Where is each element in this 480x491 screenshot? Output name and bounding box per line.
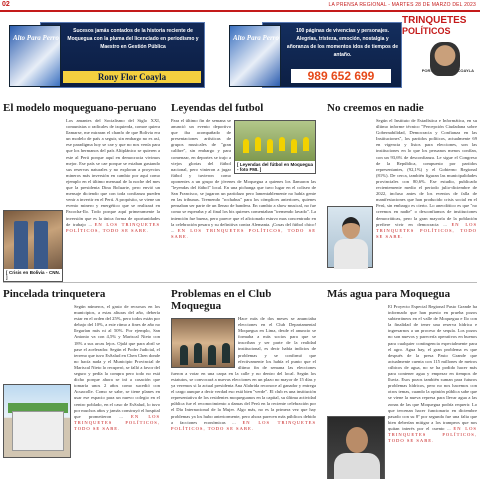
book-cover-title: Alto Para Perro <box>233 34 279 42</box>
book-cover-image <box>229 25 281 87</box>
ad-banner-row <box>0 14 480 92</box>
column-logo <box>402 16 474 90</box>
article-signoff: EN LOS TRINQUETES POLÍTICOS, TODO SE SABE. <box>74 413 160 431</box>
article-title: Leyendas del futbol <box>171 102 264 114</box>
article-body <box>171 118 316 283</box>
article-signoff: EN LOS TRINQUETES POLÍTICOS, TODO SE SABE. <box>171 419 316 431</box>
book-ad-right[interactable] <box>233 22 402 88</box>
article-photo <box>234 120 316 174</box>
column-logo-line1: TRINQUETES <box>402 15 467 26</box>
article-body <box>327 304 477 479</box>
article-modelo <box>3 102 160 283</box>
book-ad-text: 100 páginas de vivencias y personajes. Alegrías, tristeza, emoción, nostalgia y añoranza de los momentos idos de tiempos de antaño. <box>286 28 399 58</box>
article-pincelada <box>3 288 160 479</box>
book-ad-left[interactable] <box>13 22 205 88</box>
article-text: Hace más de dos meses se anunciaba elecciones en el Club Departamental Moquegua en Lima, desde el anuncio se formaba a más socios para que se inscriban y ser parte de la realidad institucional, es decir había indicios de problemas y se confirmó que efectivamente los había el punto que el último fin de semana las elecciones fueron a votar en una carpa en la calle y no dentro del local. Según los estatutos, se convocará a nuevas elecciones en un plazo no mayor de 15 días y ya veremos si la actual presidenta Ana Alahrida reconoce al ganador y entrega el cargo aunque a decir verdad eso está bien "verde". El club es una institución representativa de los residentes moqueguanos en la capital, su última actividad pública fue el reconocimiento a damas del Perú en la reciente celebración por el Día Internacional de la Mujer. Algo más, no es la primera vez que hay problemas ya los hubo anteriormente, pero ahora parecen más públicos debido a facciones económicas ... <box>171 316 316 425</box>
article-body <box>3 118 160 283</box>
book-ad-phone[interactable]: 989 652 699 <box>291 69 391 83</box>
article-mas-agua <box>327 288 477 479</box>
article-title: No creemos en nadie <box>327 102 424 114</box>
newspaper-dateline: LA PRENSA REGIONAL - MARTES 28 DE MARZO DEL 2023 <box>328 2 476 8</box>
photo-caption: [ Crisis en Bolivia - CNN. ] <box>6 270 60 280</box>
article-title: Problemas en el Club Moquegua <box>171 288 272 312</box>
article-body <box>171 316 316 491</box>
article-text: Para el último fin de semana se anunció un evento deportivo que iba acompañado de presentaciones artísticas de grupos musicales de "gran calibre", sin embargo y para comenzar, en deportes se trajo a viejos glorias del fútbol nacional, pero vinieron a jugar fútbol y tuvieron como oponentes a un grupo de jóvenes de Moquegua a quienes los llamaron las "leyendas del fútbol" local. En una pichanga que tuvo lugar en el coliseo de San Francisco, se jugaron un partidazo pero lamentablemente no había gente en las tribunas. Tremendo "rochabus" para los cómplices anteriores, quienes pensaban ser parte de un llenao de bandera. En cambio a show musical, no fue como se esperaba y al final los bis quienes comentaban "tremendo lavado". La intención fue buena, pero parece que el aficionado estuvo mas concentrado en la celebración pesara y su definitiva contra Alemania. ¡Cosas del fútbol chico! ... <box>171 118 316 233</box>
article-text: El Proyecto Especial Regional Pasto Grande ha informado que han puesto en prueba pozos subterráneos en el valle de Moquegua e Ilo con la finalidad de tener una reserva hídrica e ingresarnos a un proceso de sequía. Los pozos no son nuevos y parecería operativos en buenos para cualquier contingencia especialmente para el agro. Agua hay, el gran problema es que después de la presa Pasto Grande que actualmente cuenta con 115 millones de metros cúbicos de agua, no se ha podido hacer más para contener agua y empezar en tiempos de lluvia. Esos pozos también suman para futuros problemas hídricos, pero no nos hacemos con otros temas, cuando la opinión pública sabe que se viene la nueva represa para llevar agua a las zonas de las que Moquegua podría requerir. Lo que tercenan hacer funcionario en diciembre pasado con su 8º por segunda fue una falta que bien deberían mitigar a los trampeos que nos quitan interés por el cuento ... <box>388 304 477 431</box>
article-leyendas <box>171 102 316 283</box>
article-photo <box>327 206 373 268</box>
article-title: Más agua para Moquegua <box>327 288 451 300</box>
article-photo <box>3 210 63 282</box>
article-title: Pincelada trinquetera <box>3 288 106 300</box>
article-photo <box>327 416 385 479</box>
article-text: Según el Instituto de Estadística e Informática, en su último informe técnico "Percepción Ciudadana sobre Gobernabilidad, Democracia y Confianza en las Instituciones", los partidos políticos, actualmente 69 en vigencia y listos para elecciones, son las instituciones en lo que los peruanos menos confían, con un 93,6% de desconfianza. Le sigue el Congreso de la República, compuesto por partidos representantes, (92,1%) y el Gobierno Regional (81%). De cerca, también figuran las municipalidades provinciales con 80,6%. Ese estudio, publicado recientemente medio el periodo julio-diciembre de 2022, incluso antes de los eventos de falla de manifestaciones que han producido crisis social en el Perú, sin embargo es cierto. Lo anecdótico es que "no creemos en nadie" o desconfiamos de instituciones democráticas, pero la gran mayoría de la población prefiere vivir en democracia ... <box>376 118 477 227</box>
column-byline: POR: RONY FLOR COAYLA <box>421 68 474 73</box>
article-photo <box>3 384 71 458</box>
book-cover-image <box>9 25 61 87</box>
book-ad-author: Rony Flor Coayla <box>63 71 201 83</box>
section-divider <box>3 282 477 283</box>
article-club-moquegua <box>171 288 316 491</box>
book-ad-text: Sucesos jamás contados de la historia reciente de Moquegua con la pluma del licenciado en periodismo y Maestro en Gestión Pública <box>67 28 199 50</box>
article-no-creemos <box>327 102 477 283</box>
article-signoff: EN LOS TRINQUETES POLÍTICOS, TODO SE SABE. <box>171 227 316 239</box>
page-number: 02 <box>2 1 10 8</box>
article-photo <box>171 318 235 368</box>
article-signoff: EN LOS TRINQUETES POLÍTICOS, TODO SE SABE. <box>66 221 160 233</box>
column-logo-line2: POLÍTICOS <box>402 26 451 36</box>
photo-caption: [ Leyendas del fútbol en Moquegua - foto FMI. ] <box>237 162 313 172</box>
article-text: Los amantes del Socialismo del Siglo XXI, comunistas o radicales de izquierda, comoe quiera llamarse, me miraran el chanfo de que Bolivia era un modelo de país a seguir, sin embargo no es así, ese paradigma hoy se cae y que no nos venía para que los hermanos del país Altiplánico se quieren a este al Perú porque aquí en democracia vivimos mejor. Ese país se cae porque se estaban gastando sus reservas naturales y no exploran a proyectos mineros más inversión en cambio por aquí como ejemplo en el último mensual de la noche del mes que la presidenta Dina Boluarte, pero envió un mensaje diciendo que con toda confianza pueden venir a invertir en el Perú. A propósito, se viene un evento minero y energético que se realizará en Pacocha-Ilo. Todo porque aquí primeramente la inversión que es la única forma de oportunidades de trabajo ... <box>66 118 160 227</box>
book-cover-title: Alto Para Perro <box>13 34 59 42</box>
article-signoff: EN LOS TRINQUETES POLÍTICOS, TODO SE SABE. <box>388 425 477 444</box>
article-body <box>3 304 160 479</box>
article-signoff: EN LOS TRINQUETES POLÍTICOS, TODO SE SABE. <box>376 221 477 239</box>
article-text: Según números, el gasto de recursos en los municipios, a estas alturas del año, debería estar en el orden del 25%, pero todos están por debajo del 10%, a este ritmo a fines de año no llegarían más ni al 50%. Por ejemplo, San Antonio va con 4,5% y Mariscal Nieto con 18% a sus arcas lejos. Ojalá que para abril se pase el acelerador. Según el Poder Judicial, el terreno que tuvo EsSalud en Chen Chen donde no hacía nada y el Municipio Provincial de Mariscal Nieto lo recuperó, se falló a favor del seguro y pedía la compra pero todo no está dicho porque ahora se irá a casación que tomaría unos 2 años como sucedió con Acuacolle. Como se sabe, se tiene planes en usar ese espacio para un nuevo colegio en el centro poblado, en el caso de EsSalud, lo tuvo por muchos años y jamás construyó el hospital que prometieron ... <box>74 304 160 419</box>
page-header <box>0 0 480 12</box>
article-body <box>327 118 477 283</box>
article-title: El modelo moqueguano-peruano <box>3 102 157 114</box>
